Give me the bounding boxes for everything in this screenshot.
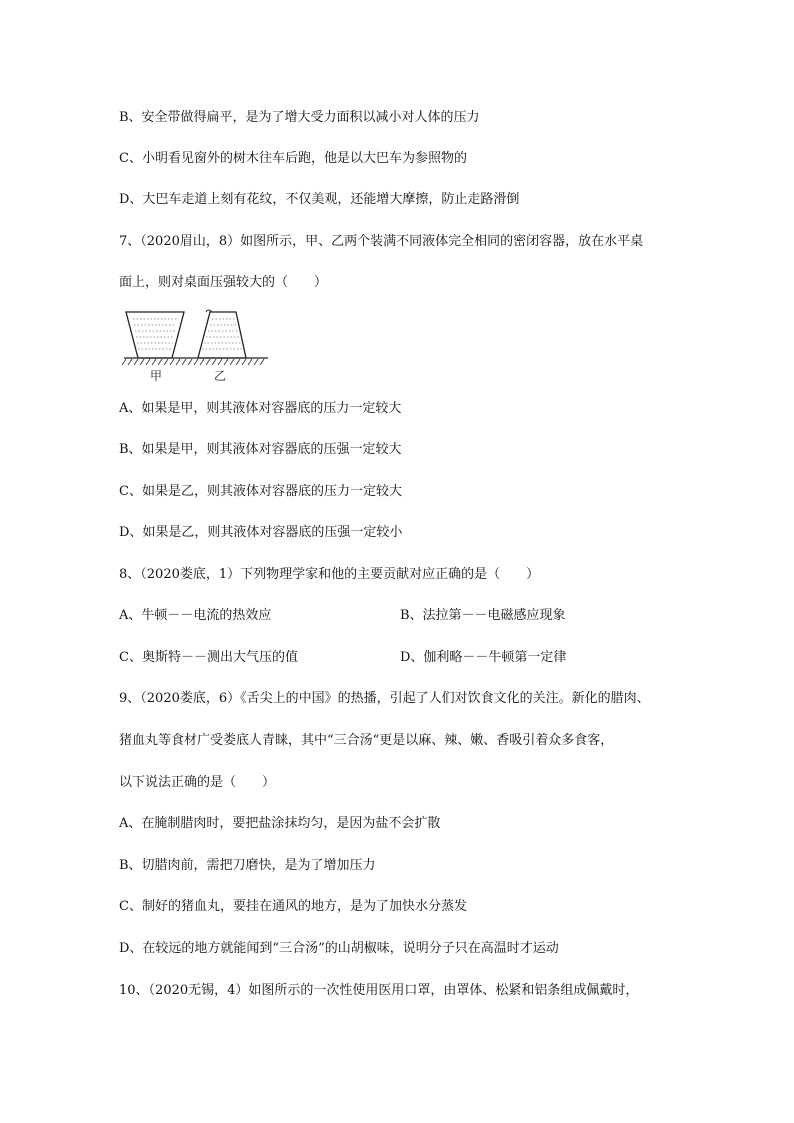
label-yi: 乙 <box>214 369 227 383</box>
q10-stem-line-1: 10、（2020无锡，4）如图所示的一次性使用医用口罩，由罩体、松紧和铝条组成佩戴时， <box>119 983 639 998</box>
containers-figure <box>122 308 272 386</box>
q8-option-c: C、奥斯特－－测出大气压的值 <box>119 650 298 665</box>
q9-option-b: B、切腊肉前，需把刀磨快，是为了增加压力 <box>119 858 376 873</box>
q9-option-d: D、在较远的地方就能闻到“三合汤”的山胡椒味，说明分子只在高温时才运动 <box>119 941 559 956</box>
q7-option-c: C、如果是乙，则其液体对容器底的压力一定较大 <box>119 484 402 499</box>
q9-stem-line-3: 以下说法正确的是（ ） <box>119 775 276 790</box>
q7-stem-line-2: 面上，则对桌面压强较大的（ ） <box>119 275 328 290</box>
q9-option-a: A、在腌制腊肉时，要把盐涂抹均匀，是因为盐不会扩散 <box>119 816 441 831</box>
q9-stem-line-1: 9、（2020娄底，6）《舌尖上的中国》的热播，引起了人们对饮食文化的关注。新化的腊肉、 <box>119 691 650 706</box>
q6-option-d: D、大巴车走道上刻有花纹，不仅美观，还能增大摩擦，防止走路滑倒 <box>119 192 520 207</box>
container-yi <box>198 312 246 358</box>
q8-option-b: B、法拉第－－电磁感应现象 <box>400 608 566 623</box>
q7-option-a: A、如果是甲，则其液体对容器底的压力一定较大 <box>119 401 402 416</box>
q6-option-b: B、安全带做得扁平，是为了增大受力面积以减小对人体的压力 <box>119 110 480 125</box>
q6-option-c: C、小明看见窗外的树木往车后跑，他是以大巴车为参照物的 <box>119 151 467 166</box>
q7-option-b: B、如果是甲，则其液体对容器底的压强一定较大 <box>119 442 402 457</box>
q7-option-d: D、如果是乙，则其液体对容器底的压强一定较小 <box>119 525 403 540</box>
label-jia: 甲 <box>150 369 163 383</box>
q8-option-d: D、伽利略－－牛顿第一定律 <box>400 650 567 665</box>
q8-option-a: A、牛顿－－电流的热效应 <box>119 608 272 623</box>
q7-stem-line-1: 7、（2020眉山，8）如图所示，甲、乙两个装满不同液体完全相同的密闭容器，放在水平桌 <box>119 234 644 249</box>
q9-option-c: C、制好的猪血丸，要挂在通风的地方，是为了加快水分蒸发 <box>119 899 467 914</box>
q9-stem-line-2: 猪血丸等食材广受娄底人青睐，其中“三合汤“更是以麻、辣、嫩、香吸引着众多食客， <box>119 733 614 748</box>
q8-stem: 8、（2020娄底，1）下列物理学家和他的主要贡献对应正确的是（ ） <box>119 567 540 582</box>
